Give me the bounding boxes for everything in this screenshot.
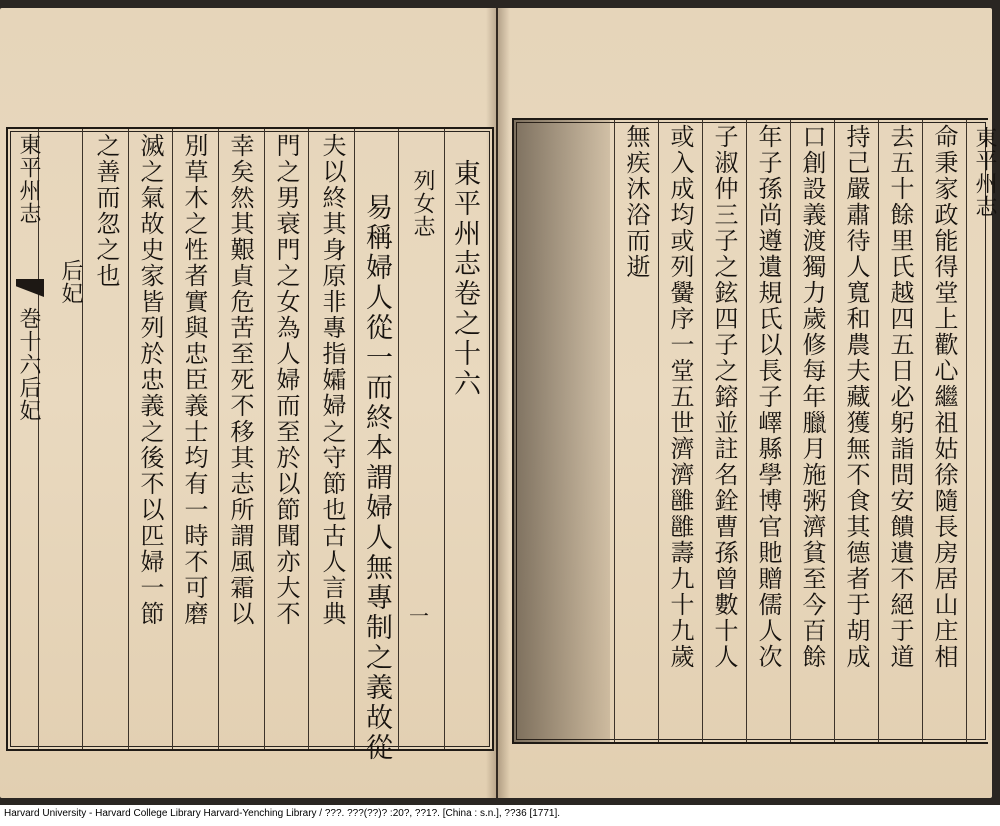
right-column-2: 去五十餘里氏越四五日必躬詣問安饋遺不絕于道 [886,124,914,670]
section-title: 列女志 [410,169,435,238]
page-number: 一 [409,604,429,628]
left-spine-title: 東平州志 [16,133,41,225]
right-column-8: 無疾沐浴而逝 [622,124,650,280]
image-source-caption: Harvard University - Harvard College Library Harvard-Yenching Library / ???. ???(??)? :20?, ??1?. [China : s.n.], ??36 [1771]. [4,808,561,819]
text-column-5: 別草木之性者實與忠臣義士均有一時不可磨 [180,133,208,627]
text-column-4: 幸矣然其艱貞危苦至死不移其志所謂風霜以 [226,133,254,627]
text-column-6: 滅之氣故史家皆列於忠義之後不以匹婦一節 [136,133,164,627]
left-text-frame [6,127,494,763]
text-column-7: 之善而忽之也 [92,133,120,289]
volume-title: 東平州志卷之十六 [449,159,480,399]
fish-tail-mark [16,279,44,297]
left-spine-chapter: 巻十六后妃 [16,307,41,422]
right-column-1: 命秉家政能得堂上歡心繼祖姑徐隨長房居山庄相 [930,124,958,670]
subsection-heading: 后妃 [58,259,83,305]
text-column-3: 門之男衰門之女為人婦而至於以節聞亦大不 [272,133,300,627]
text-column-1: 易稱婦人從一而終本謂婦人無專制之義故從 [361,193,392,763]
right-page-shadow-margin [514,120,610,742]
right-text-frame [512,118,997,744]
text-column-2: 夫以終其身原非專指孀婦之守節也古人言典 [318,133,346,627]
right-column-4: 口創設義渡獨力歲修每年臘月施粥濟貧至今百餘 [798,124,826,670]
right-column-7: 或入成均或列黌序一堂五世濟濟雝雝壽九十九歲 [666,124,694,670]
right-column-5: 年子孫尚遵遺規氏以長子嶧縣學博官貤贈儒人次 [754,124,782,670]
right-column-6: 子淑仲三子之鉉四子之鎔並註名銓曹孫曾數十人 [710,124,738,670]
right-column-3: 持己嚴肅待人寬和農夫藏獲無不食其德者于胡成 [842,124,870,670]
right-spine-title: 東平州志 [972,126,997,218]
